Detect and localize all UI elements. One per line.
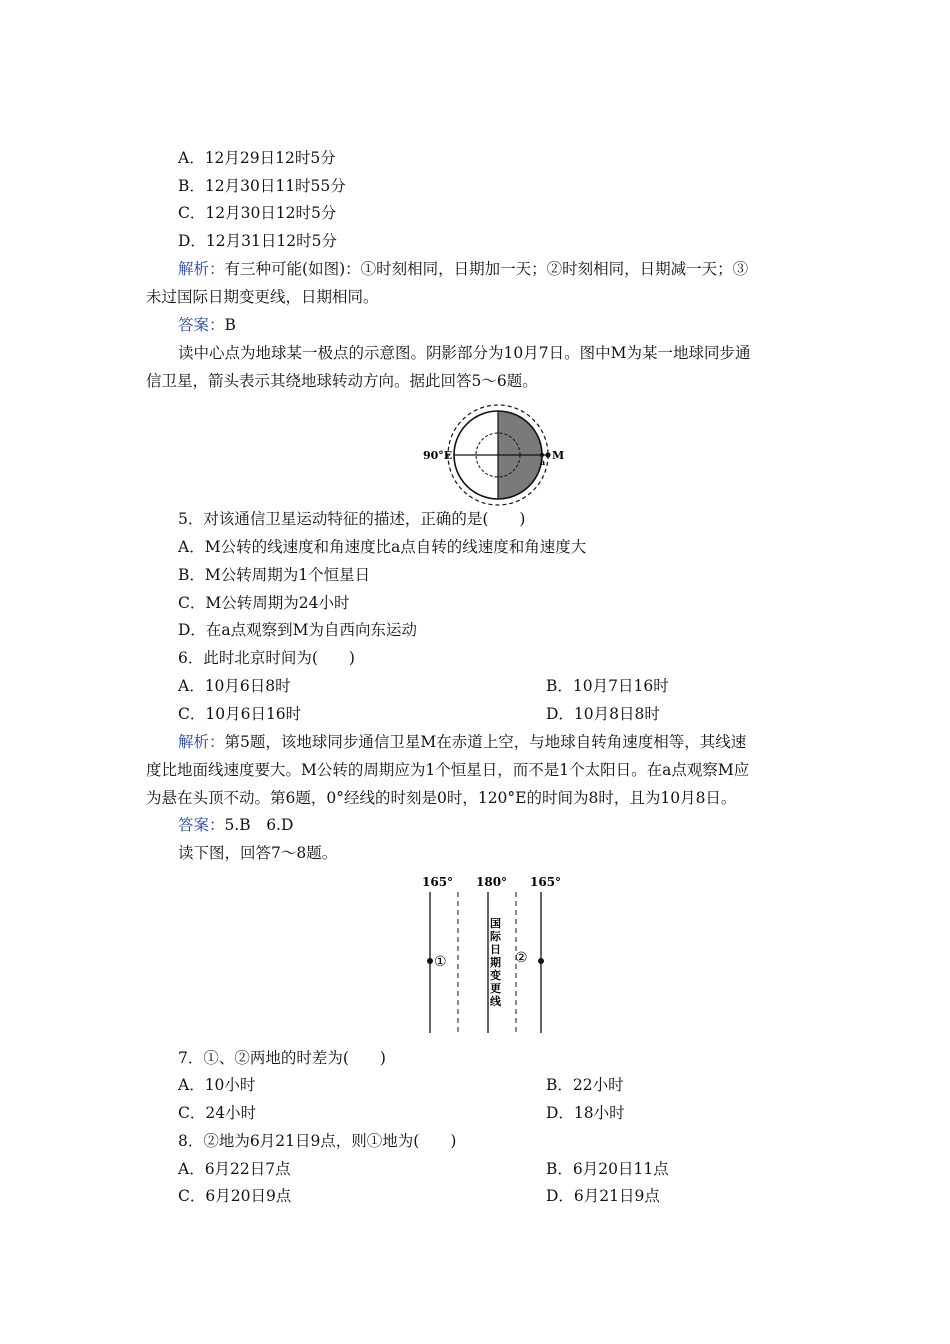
q8-option-b: B．6月20日11点	[546, 1160, 669, 1178]
dateline-char: 线	[490, 995, 501, 1008]
dateline-char: 日	[490, 943, 501, 956]
label-165-right: 165°	[530, 875, 562, 889]
q4-option-c: C．12月30日12时5分	[178, 204, 337, 222]
analysis-label: 解析：	[178, 260, 225, 278]
label-point-1: ①	[434, 954, 447, 970]
q4-option-b: B．12月30日11时55分	[178, 177, 346, 195]
dateline-char: 更	[490, 982, 501, 995]
q6-option-d: D．10月8日8时	[546, 705, 660, 723]
analysis-5-6-line-1	[178, 732, 746, 752]
point-1	[427, 958, 433, 964]
intro-5-6-line-2: 信卫星，箭头表示其绕地球转动方向。据此回答5～6题。	[146, 372, 538, 390]
q6-stem: 6．此时北京时间为( )	[178, 649, 355, 667]
q8-option-c: C．6月20日9点	[178, 1187, 292, 1205]
q7-option-c: C．24小时	[178, 1104, 257, 1122]
label-point-2: ②	[515, 950, 528, 966]
point-2	[538, 958, 544, 964]
q8-stem: 8．②地为6月21日9点，则①地为( )	[178, 1132, 457, 1150]
dateline-label	[490, 916, 502, 1008]
dateline-char: 际	[490, 930, 501, 943]
label-180: 180°	[476, 875, 508, 889]
dateline-char: 变	[490, 969, 501, 982]
label-165-left: 165°	[422, 875, 454, 889]
q4-analysis-line-1	[178, 259, 748, 279]
q7-option-a: A．10小时	[178, 1076, 256, 1094]
q5-option-c: C．M公转周期为24小时	[178, 594, 350, 612]
analysis-5-6-line-2: 度比地面线速度要大。M公转的周期应为1个恒星日，而不是1个太阳日。在a点观察M应	[146, 761, 750, 779]
q6-option-a: A．10月6日8时	[178, 677, 291, 695]
q7-stem: 7．①、②两地的时差为( )	[178, 1049, 386, 1067]
q7-option-d: D．18小时	[546, 1104, 625, 1122]
answer-5-6	[178, 815, 293, 835]
analysis-text: 有三种可能(如图)：①时刻相同，日期加一天；②时刻相同，日期减一天；③	[224, 260, 749, 278]
answer-value: B	[224, 316, 236, 334]
q5-option-a: A．M公转的线速度和角速度比a点自转的线速度和角速度大	[178, 538, 587, 556]
q8-option-a: A．6月22日7点	[178, 1160, 291, 1178]
answer-value: 5.B 6.D	[224, 816, 294, 834]
q6-option-c: C．10月6日16时	[178, 705, 302, 723]
answer-label: 答案：	[178, 316, 225, 334]
dateline-char: 国	[490, 917, 501, 930]
q5-option-b: B．M公转周期为1个恒星日	[178, 566, 371, 584]
dateline-char: 期	[490, 956, 501, 969]
q7-option-b: B．22小时	[546, 1076, 624, 1094]
q4-analysis-line-2: 未过国际日期变更线，日期相同。	[146, 288, 379, 306]
analysis-text: 第5题，该地球同步通信卫星M在赤道上空，与地球自转角速度相等，其线速	[224, 733, 747, 751]
q4-answer	[178, 315, 236, 335]
q5-stem: 5．对该通信卫星运动特征的描述，正确的是( )	[178, 510, 526, 528]
label-a: a	[540, 457, 546, 467]
label-m: M	[552, 449, 565, 462]
q6-option-b: B．10月7日16时	[546, 677, 669, 695]
q4-option-a: A．12月29日12时5分	[178, 149, 336, 167]
polar-diagram	[415, 403, 575, 507]
q8-option-d: D．6月21日9点	[546, 1187, 660, 1205]
q4-option-d: D．12月31日12时5分	[178, 232, 337, 250]
analysis-5-6-line-3: 为悬在头顶不动。第6题，0°经线的时刻是0时，120°E的时间为8时，且为10月8日。	[146, 789, 737, 807]
dateline-diagram	[410, 870, 570, 1035]
analysis-label: 解析：	[178, 733, 225, 751]
answer-label: 答案：	[178, 816, 225, 834]
label-90e: 90°E	[423, 449, 453, 462]
q5-option-d: D．在a点观察到M为自西向东运动	[178, 621, 418, 639]
intro-7-8: 读下图，回答7～8题。	[178, 844, 338, 862]
satellite-m	[545, 452, 550, 457]
intro-5-6-line-1: 读中心点为地球某一极点的示意图。阴影部分为10月7日。图中M为某一地球同步通	[178, 344, 751, 362]
